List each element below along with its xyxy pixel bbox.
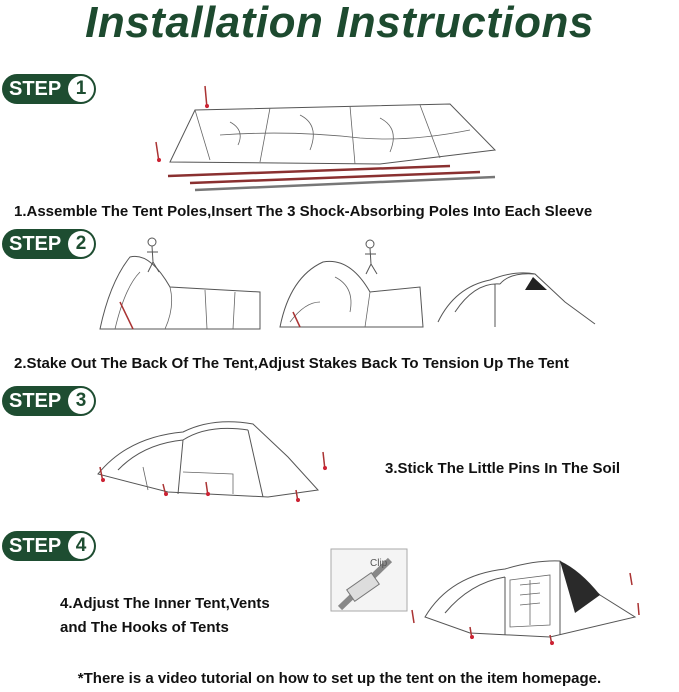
- step-2-badge: [2, 229, 96, 259]
- footnote: *There is a video tutorial on how to set up the tent on the item homepage.: [77, 670, 602, 687]
- step-3-number: 3: [68, 388, 94, 414]
- step-2-word: STEP: [9, 233, 62, 255]
- clip-detail-illustration: [330, 548, 410, 614]
- step-1-caption: 1.Assemble The Tent Poles,Insert The 3 Shock-Absorbing Poles Into Each Sleeve: [14, 203, 593, 220]
- step-4-caption-line-1: 4.Adjust The Inner Tent,Vents: [60, 595, 270, 612]
- step-2-illustration: [95, 232, 605, 337]
- step-1-illustration: [150, 80, 510, 195]
- step-2-caption: 2.Stake Out The Back Of The Tent,Adjust Stakes Back To Tension Up The Tent: [14, 355, 569, 372]
- step-2-number: 2: [68, 231, 94, 257]
- step-1-word: STEP: [9, 78, 62, 100]
- step-4-word: STEP: [9, 535, 62, 557]
- step-3-caption: 3.Stick The Little Pins In The Soil: [385, 460, 621, 477]
- step-1-badge: [2, 74, 96, 104]
- step-4-illustration: [410, 555, 640, 645]
- step-4-caption-line-2: and The Hooks of Tents: [60, 619, 229, 636]
- step-3-badge: [2, 386, 96, 416]
- step-1-number: 1: [68, 76, 94, 102]
- step-3-illustration: [88, 412, 338, 507]
- step-4-caption: [60, 592, 320, 640]
- clip-label: Clip: [370, 558, 388, 569]
- step-4-number: 4: [68, 533, 94, 559]
- page-title: Installation Instructions: [85, 0, 594, 47]
- step-3-word: STEP: [9, 390, 62, 412]
- step-4-badge: [2, 531, 96, 561]
